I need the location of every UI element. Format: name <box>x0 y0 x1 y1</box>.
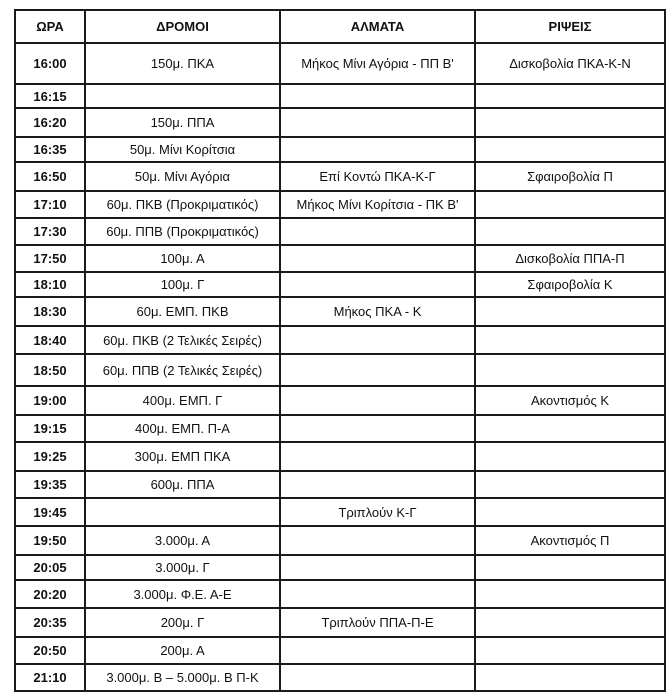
throws-cell: Ακοντισμός Κ <box>475 386 665 415</box>
throws-cell <box>475 84 665 108</box>
track-cell: 200μ. Γ <box>85 608 280 637</box>
header-track: ΔΡΟΜΟΙ <box>85 10 280 43</box>
throws-cell <box>475 218 665 245</box>
track-cell: 600μ. ΠΠΑ <box>85 471 280 498</box>
table-row <box>15 580 665 608</box>
track-cell: 150μ. ΠΠΑ <box>85 108 280 137</box>
table-row <box>15 297 665 326</box>
track-cell: 3.000μ. Φ.Ε. Α-Ε <box>85 580 280 608</box>
throws-cell: Σφαιροβολία Κ <box>475 272 665 297</box>
schedule-table <box>14 9 666 692</box>
time-cell: 20:35 <box>15 608 85 637</box>
table-row <box>15 191 665 218</box>
table-row <box>15 354 665 386</box>
table-row <box>15 326 665 354</box>
track-cell <box>85 84 280 108</box>
time-cell: 20:05 <box>15 555 85 580</box>
track-cell: 3.000μ. Α <box>85 526 280 555</box>
track-cell: 60μ. ΠΠΒ (Προκριματικός) <box>85 218 280 245</box>
track-cell: 300μ. ΕΜΠ ΠΚΑ <box>85 442 280 471</box>
jumps-cell <box>280 555 475 580</box>
throws-cell: Δισκοβολία ΠΚΑ-Κ-Ν <box>475 43 665 84</box>
throws-cell <box>475 664 665 691</box>
jumps-cell <box>280 218 475 245</box>
jumps-cell <box>280 664 475 691</box>
track-cell: 60μ. ΠΠΒ (2 Τελικές Σειρές) <box>85 354 280 386</box>
track-cell <box>85 498 280 526</box>
track-cell: 100μ. Α <box>85 245 280 272</box>
time-cell: 19:00 <box>15 386 85 415</box>
throws-cell <box>475 354 665 386</box>
track-cell: 60μ. ΠΚΒ (2 Τελικές Σειρές) <box>85 326 280 354</box>
jumps-cell <box>280 471 475 498</box>
header-time: ΩΡΑ <box>15 10 85 43</box>
table-row <box>15 555 665 580</box>
jumps-cell <box>280 526 475 555</box>
throws-cell <box>475 297 665 326</box>
track-cell: 50μ. Μίνι Αγόρια <box>85 162 280 191</box>
time-cell: 19:35 <box>15 471 85 498</box>
table-row <box>15 137 665 162</box>
table-row <box>15 218 665 245</box>
jumps-cell: Μήκος Μίνι Κορίτσια - ΠΚ Β' <box>280 191 475 218</box>
throws-cell <box>475 608 665 637</box>
time-cell: 19:25 <box>15 442 85 471</box>
table-row <box>15 442 665 471</box>
throws-cell: Σφαιροβολία Π <box>475 162 665 191</box>
time-cell: 17:50 <box>15 245 85 272</box>
header-jumps: ΑΛΜΑΤΑ <box>280 10 475 43</box>
table-row <box>15 415 665 442</box>
jumps-cell: Τριπλούν ΠΠΑ-Π-Ε <box>280 608 475 637</box>
throws-cell <box>475 137 665 162</box>
jumps-cell <box>280 272 475 297</box>
throws-cell <box>475 108 665 137</box>
throws-cell: Ακοντισμός Π <box>475 526 665 555</box>
jumps-cell <box>280 84 475 108</box>
jumps-cell <box>280 637 475 664</box>
header-row <box>15 10 665 43</box>
time-cell: 16:15 <box>15 84 85 108</box>
throws-cell <box>475 191 665 218</box>
time-cell: 17:10 <box>15 191 85 218</box>
jumps-cell <box>280 108 475 137</box>
time-cell: 19:50 <box>15 526 85 555</box>
track-cell: 50μ. Μίνι Κορίτσια <box>85 137 280 162</box>
track-cell: 3.000μ. Β – 5.000μ. Β Π-Κ <box>85 664 280 691</box>
throws-cell: Δισκοβολία ΠΠΑ-Π <box>475 245 665 272</box>
track-cell: 200μ. Α <box>85 637 280 664</box>
time-cell: 19:45 <box>15 498 85 526</box>
throws-cell <box>475 415 665 442</box>
jumps-cell <box>280 580 475 608</box>
table-row <box>15 162 665 191</box>
table-row <box>15 272 665 297</box>
track-cell: 400μ. ΕΜΠ. Γ <box>85 386 280 415</box>
time-cell: 18:10 <box>15 272 85 297</box>
throws-cell <box>475 326 665 354</box>
time-cell: 20:50 <box>15 637 85 664</box>
time-cell: 16:50 <box>15 162 85 191</box>
time-cell: 21:10 <box>15 664 85 691</box>
schedule-body <box>15 43 665 691</box>
time-cell: 18:50 <box>15 354 85 386</box>
time-cell: 16:00 <box>15 43 85 84</box>
table-row <box>15 526 665 555</box>
time-cell: 20:20 <box>15 580 85 608</box>
track-cell: 60μ. ΕΜΠ. ΠΚΒ <box>85 297 280 326</box>
throws-cell <box>475 580 665 608</box>
table-row <box>15 608 665 637</box>
table-row <box>15 664 665 691</box>
table-row <box>15 471 665 498</box>
time-cell: 19:15 <box>15 415 85 442</box>
jumps-cell <box>280 245 475 272</box>
jumps-cell: Μήκος Μίνι Αγόρια - ΠΠ Β' <box>280 43 475 84</box>
throws-cell <box>475 442 665 471</box>
time-cell: 16:35 <box>15 137 85 162</box>
track-cell: 60μ. ΠΚΒ (Προκριματικός) <box>85 191 280 218</box>
track-cell: 150μ. ΠΚΑ <box>85 43 280 84</box>
track-cell: 400μ. ΕΜΠ. Π-Α <box>85 415 280 442</box>
jumps-cell <box>280 442 475 471</box>
throws-cell <box>475 555 665 580</box>
throws-cell <box>475 498 665 526</box>
table-row <box>15 386 665 415</box>
jumps-cell: Μήκος ΠΚΑ - Κ <box>280 297 475 326</box>
jumps-cell <box>280 326 475 354</box>
track-cell: 3.000μ. Γ <box>85 555 280 580</box>
throws-cell <box>475 637 665 664</box>
time-cell: 18:30 <box>15 297 85 326</box>
track-cell: 100μ. Γ <box>85 272 280 297</box>
jumps-cell: Τριπλούν Κ-Γ <box>280 498 475 526</box>
table-row <box>15 43 665 84</box>
time-cell: 16:20 <box>15 108 85 137</box>
jumps-cell <box>280 386 475 415</box>
jumps-cell <box>280 137 475 162</box>
table-row <box>15 245 665 272</box>
time-cell: 17:30 <box>15 218 85 245</box>
time-cell: 18:40 <box>15 326 85 354</box>
table-row <box>15 108 665 137</box>
jumps-cell <box>280 415 475 442</box>
table-row <box>15 498 665 526</box>
jumps-cell <box>280 354 475 386</box>
throws-cell <box>475 471 665 498</box>
jumps-cell: Επί Κοντώ ΠΚΑ-Κ-Γ <box>280 162 475 191</box>
header-throws: ΡΙΨΕΙΣ <box>475 10 665 43</box>
table-row <box>15 637 665 664</box>
table-row <box>15 84 665 108</box>
